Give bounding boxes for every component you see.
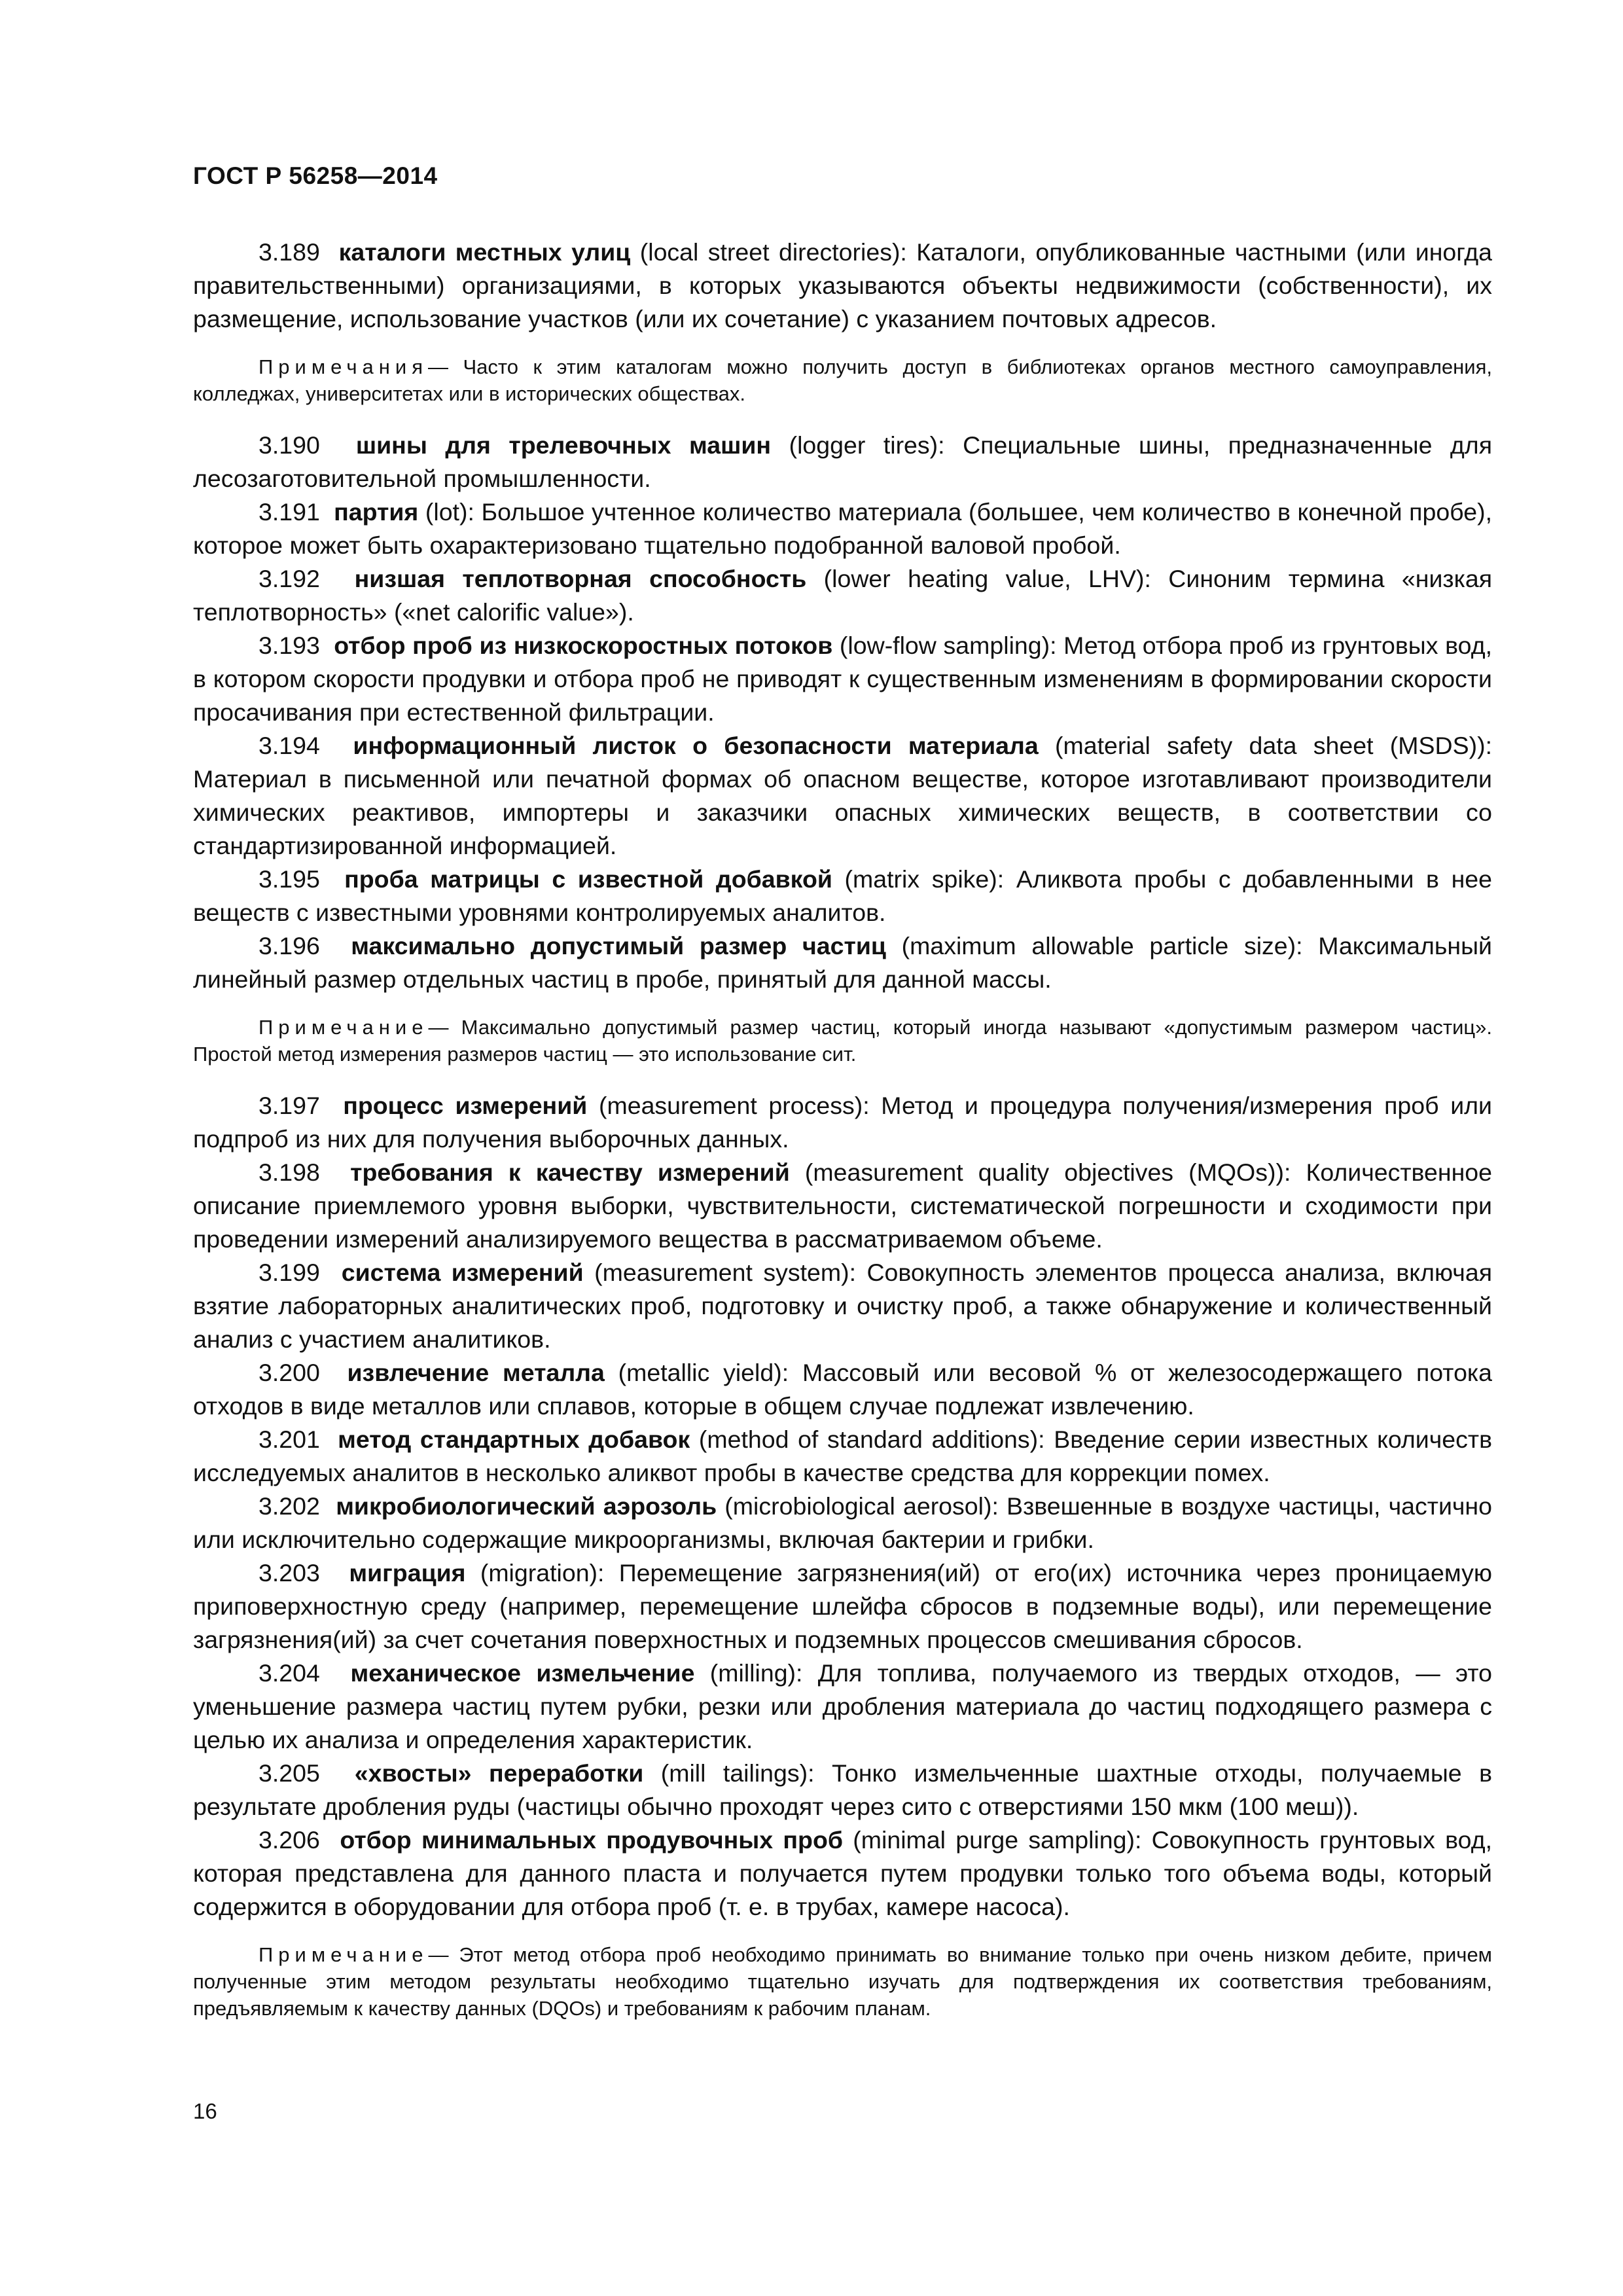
term-entry xyxy=(193,1356,1492,1423)
entry-definition: (milling): Для топлива, получаемого из твердых отходов, — это уменьшение размера частиц путем рубки, резки или дробления материала до частиц подходящего размера с целью их анализа и определения характеристик. xyxy=(193,1659,1492,1753)
entry-note xyxy=(193,1941,1492,2022)
entry-term: каталоги местных улиц xyxy=(338,238,631,266)
entry-term: процесс измерений xyxy=(343,1092,588,1119)
entry-term: метод стандартных добавок xyxy=(338,1426,690,1453)
entry-number: 3.198 xyxy=(259,1158,320,1186)
term-entry xyxy=(193,429,1492,495)
entry-term: «хвосты» переработки xyxy=(354,1759,644,1787)
entry-number: 3.196 xyxy=(259,932,320,960)
term-entry xyxy=(193,1823,1492,1924)
note-text: — Максимально допустимый размер частиц, который иногда называют «допустимым размером частиц». Простой метод измерения размеров частиц — это использование сит. xyxy=(193,1016,1492,1066)
entry-number: 3.199 xyxy=(259,1259,320,1286)
term-entry xyxy=(193,1256,1492,1356)
note-text: — Часто к этим каталогам можно получить доступ в библиотеках органов местного самоуправления, колледжах, университетах или в исторических обществах. xyxy=(193,355,1492,405)
entry-number: 3.189 xyxy=(259,238,320,266)
entry-term: система измерений xyxy=(341,1259,584,1286)
term-entry xyxy=(193,629,1492,729)
term-entry xyxy=(193,1490,1492,1556)
note-label: Примечания xyxy=(259,355,428,378)
entry-term: максимально допустимый размер частиц xyxy=(351,932,886,960)
entry-definition: (lot): Большое учтенное количество материала (большее, чем количество в конечной пробе), которое может быть охарактеризовано тщательно подобранной валовой пробой. xyxy=(193,498,1492,559)
term-entry xyxy=(193,1556,1492,1657)
entry-definition: (microbiological aerosol): Взвешенные в воздухе частицы, частично или исключительно содержащие микроорганизмы, включая бактерии и грибки. xyxy=(193,1492,1492,1553)
entry-number: 3.205 xyxy=(259,1759,320,1787)
entry-number: 3.195 xyxy=(259,865,320,893)
entry-number: 3.202 xyxy=(259,1492,320,1520)
entry-number: 3.191 xyxy=(259,498,320,526)
entry-number: 3.201 xyxy=(259,1426,320,1453)
entry-number: 3.206 xyxy=(259,1826,320,1854)
entry-definition: (measurement process): Метод и процедура получения/измерения проб или подпроб из них для получения выборочных данных. xyxy=(193,1092,1493,1153)
entry-definition: (logger tires): Специальные шины, предназначенные для лесозаготовительной промышленности. xyxy=(193,431,1492,492)
entry-number: 3.192 xyxy=(259,565,320,592)
term-entry xyxy=(193,1089,1492,1156)
term-entry xyxy=(193,729,1492,863)
term-entry xyxy=(193,1657,1492,1757)
note-label: Примечание xyxy=(259,1943,429,1966)
term-entry xyxy=(193,863,1492,929)
entry-definition: (method of standard additions): Введение серии известных количеств исследуемых аналитов в несколько аликвот пробы в качестве средства для коррекции помех. xyxy=(193,1426,1492,1486)
entry-definition: (lower heating value, LHV): Синоним термина «низкая теплотворность» («net calorific value»). xyxy=(193,565,1492,626)
entry-definition: (measurement system): Совокупность элементов процесса анализа, включая взятие лабораторных аналитических проб, подготовку и очистку проб, а также обнаружение и количественный анализ с участием аналитиков. xyxy=(193,1259,1492,1353)
entry-term: отбор минимальных продувочных проб xyxy=(340,1826,844,1854)
entry-number: 3.203 xyxy=(259,1559,320,1587)
note-label: Примечание xyxy=(259,1016,429,1039)
entry-definition: (measurement quality objectives (MQOs)): Количественное описание приемлемого уровня выборки, чувствительности, систематической погрешности и сходимости при проведении измерений анализируемого вещества в рассматриваемом объеме. xyxy=(193,1158,1492,1253)
entry-definition: (migration): Перемещение загрязнения(ий) от его(их) источника через проницаемую приповерхностную среду (например, перемещение шлейфа сбросов в подземные воды), или перемещение загрязнения(ий) за счет сочетания поверхностных и подземных процессов смешивания сбросов. xyxy=(193,1559,1492,1653)
entry-definition: (local street directories): Каталоги, опубликованные частными (или иногда правительственными) организациями, в которых указываются объекты недвижимости (собственности), их размещение, использование участков (или их сочетание) с указанием почтовых адресов. xyxy=(193,238,1492,332)
entry-number: 3.194 xyxy=(259,732,320,759)
entry-definition: (material safety data sheet (MSDS)): Материал в письменной или печатной формах об опасном веществе, которое изготавливают производители химических реактивов, импортеры и заказчики опасных химических веществ, в соответствии со стандартизированной информацией. xyxy=(193,732,1492,859)
entry-number: 3.197 xyxy=(259,1092,320,1119)
entry-term: механическое измельчение xyxy=(350,1659,695,1687)
term-entry xyxy=(193,495,1492,562)
document-body xyxy=(193,236,1492,2043)
entry-definition: (maximum allowable particle size): Максимальный линейный размер отдельных частиц в пробе, принятый для данной массы. xyxy=(193,932,1492,993)
entry-definition: (low-flow sampling): Метод отбора проб из грунтовых вод, в котором скорости продувки и отбора проб не приводят к существенным изменениям в формировании скорости просачивания при естественной фильтрации. xyxy=(193,632,1492,726)
entry-term: информационный листок о безопасности материала xyxy=(353,732,1039,759)
term-entry xyxy=(193,1757,1492,1823)
entry-note xyxy=(193,1014,1492,1067)
entry-definition: (mill tailings): Тонко измельченные шахтные отходы, получаемые в результате дробления руды (частицы обычно проходят через сито с отверстиями 150 мкм (100 меш)). xyxy=(193,1759,1492,1820)
term-entry xyxy=(193,929,1492,996)
entry-number: 3.204 xyxy=(259,1659,320,1687)
page-number: 16 xyxy=(193,2099,217,2123)
entry-number: 3.193 xyxy=(259,632,320,659)
note-text: — Этот метод отбора проб необходимо принимать во внимание только при очень низком дебите, причем полученные этим методом результаты необходимо тщательно изучать для подтверждения их соответствия требованиям, предъявляемым к качеству данных (DQOs) и требованиям к рабочим планам. xyxy=(193,1943,1492,2020)
entry-term: низшая теплотворная способность xyxy=(354,565,807,592)
term-entry xyxy=(193,236,1492,336)
entry-number: 3.190 xyxy=(259,431,320,459)
entry-number: 3.200 xyxy=(259,1359,320,1386)
entry-definition: (matrix spike): Аликвота пробы с добавленными в нее веществ с известными уровнями контролируемых аналитов. xyxy=(193,865,1492,926)
term-entry xyxy=(193,1156,1492,1256)
entry-term: отбор проб из низкоскоростных потоков xyxy=(334,632,833,659)
document-header: ГОСТ Р 56258—2014 xyxy=(193,162,438,189)
entry-definition: (metallic yield): Массовый или весовой % от железосодержащего потока отходов в виде металлов или сплавов, которые в общем случае подлежат извлечению. xyxy=(193,1359,1493,1420)
entry-term: извлечение металла xyxy=(347,1359,605,1386)
entry-note xyxy=(193,353,1492,407)
entry-term: требования к качеству измерений xyxy=(350,1158,790,1186)
entry-term: проба матрицы с известной добавкой xyxy=(344,865,832,893)
entry-term: шины для трелевочных машин xyxy=(355,431,772,459)
entry-term: миграция xyxy=(349,1559,466,1587)
term-entry xyxy=(193,562,1492,629)
entry-definition: (minimal purge sampling): Совокупность грунтовых вод, которая представлена для данного пласта и получается путем продувки только того объема воды, который содержится в оборудовании для отбора проб (т. е. в трубах, камере насоса). xyxy=(193,1826,1493,1920)
term-entry xyxy=(193,1423,1492,1490)
entry-term: микробиологический аэрозоль xyxy=(336,1492,717,1520)
entry-term: партия xyxy=(334,498,419,526)
